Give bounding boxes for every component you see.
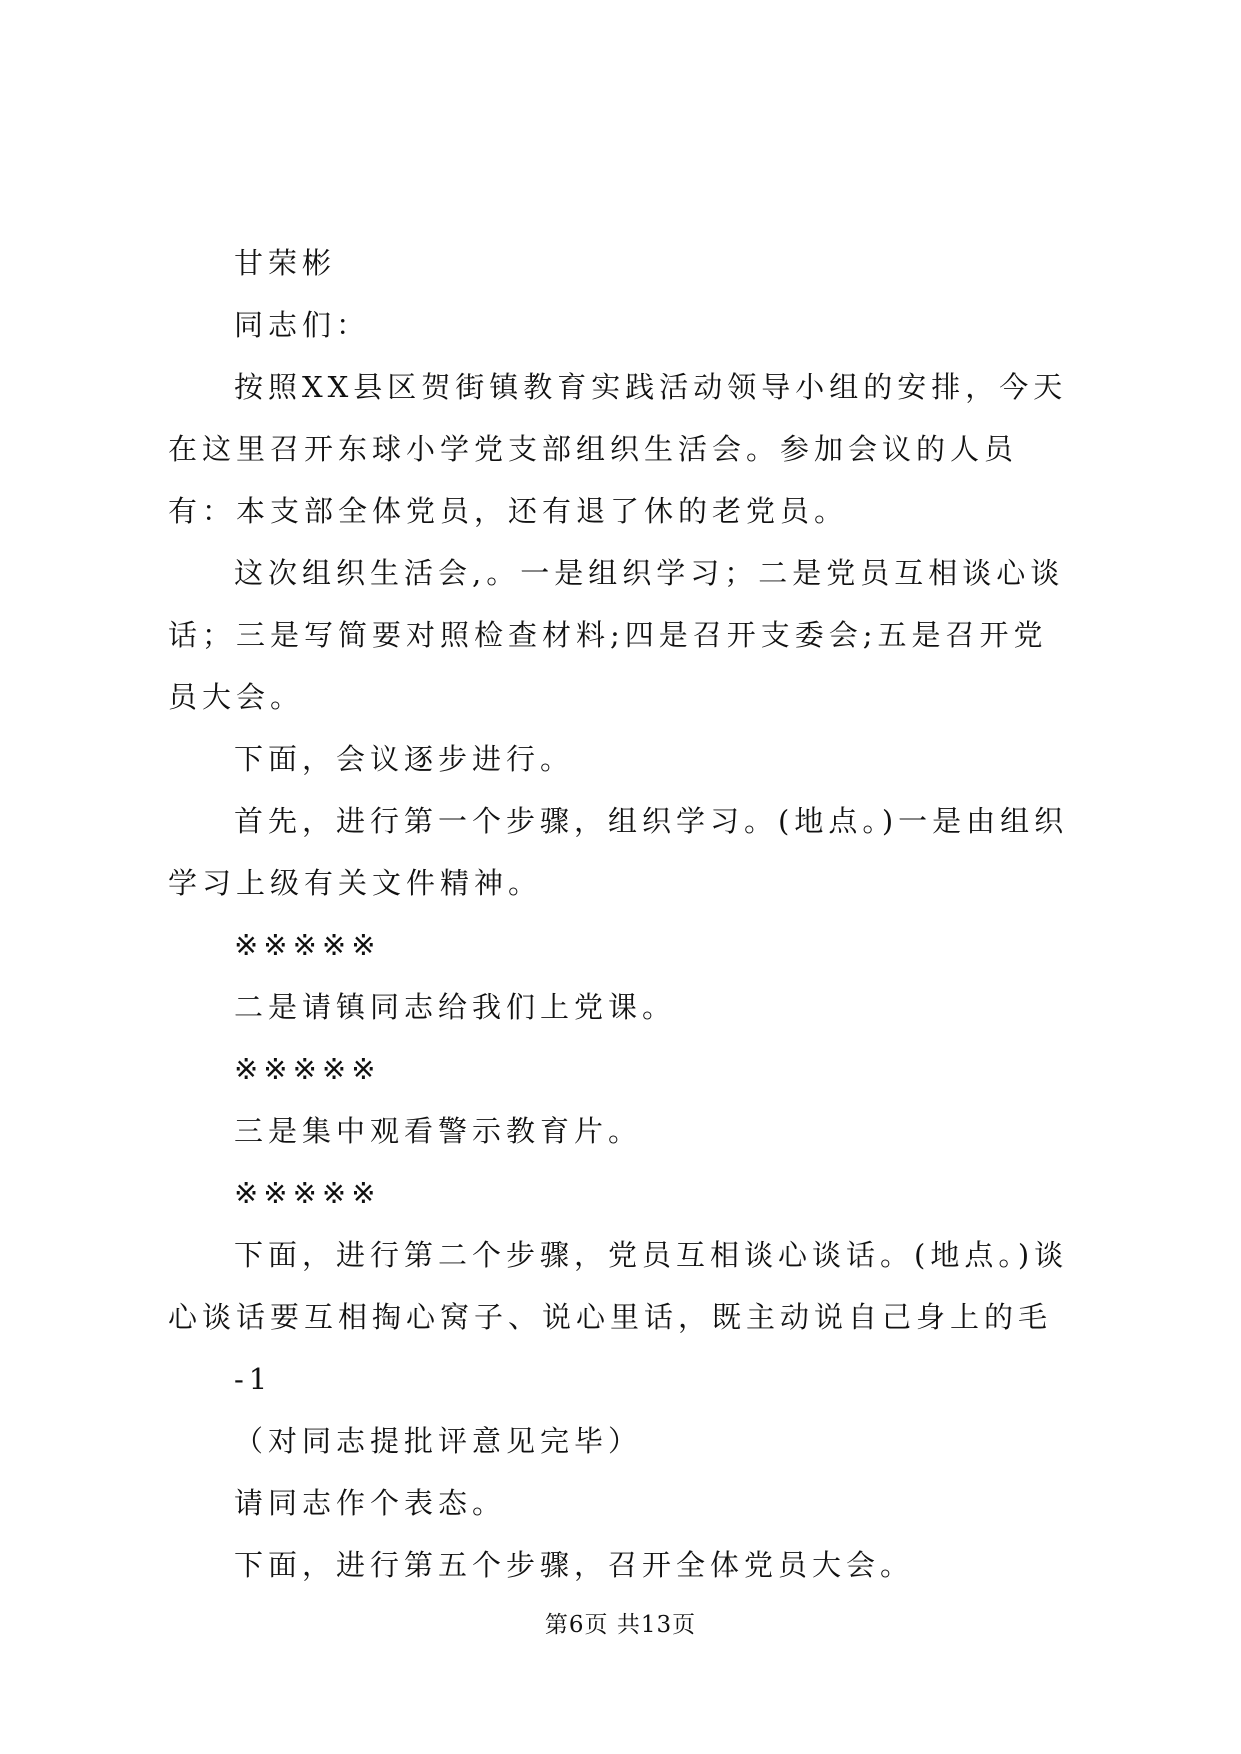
paragraph-warning-film: 三是集中观看警示教育片。 [234, 1114, 643, 1148]
author-name: 甘荣彬 [234, 246, 337, 280]
paragraph-step-one: 首先，进行第一个步骤，组织学习。(地点。)一是由组织学习上级有关文件精神。 [168, 804, 1069, 900]
paragraph-agenda: 这次组织生活会,。一是组织学习；二是党员互相谈心谈话；三是写简要对照检查材料;四是召开支委会;五是召开党员大会。 [168, 556, 1065, 714]
page-fragment-number: -1 [234, 1362, 273, 1396]
placeholder-marks: ※※※※※ [234, 1052, 381, 1086]
paragraph-party-lecture: 二是请镇同志给我们上党课。 [234, 990, 677, 1024]
placeholder-marks: ※※※※※ [234, 928, 381, 962]
page-footer: 第6页 共13页 [544, 1612, 697, 1638]
paragraph-step-two: 下面，进行第二个步骤，党员互相谈心谈话。(地点。)谈心谈话要互相掏心窝子、说心里话，既主动说自己身上的毛 [168, 1238, 1069, 1334]
paragraph-criticism-done: （对同志提批评意见完毕） [234, 1424, 643, 1458]
paragraph-statement: 请同志作个表态。 [234, 1486, 507, 1520]
paragraph-proceed: 下面，会议逐步进行。 [234, 742, 575, 776]
placeholder-marks: ※※※※※ [234, 1176, 381, 1210]
paragraph-intro: 按照XX县区贺街镇教育实践活动领导小组的安排，今天在这里召开东球小学党支部组织生活会。参加会议的人员有：本支部全体党员，还有退了休的老党员。 [168, 370, 1068, 528]
document-body [168, 232, 1078, 1596]
salutation: 同志们： [234, 308, 371, 342]
paragraph-step-five: 下面，进行第五个步骤，召开全体党员大会。 [234, 1548, 915, 1582]
